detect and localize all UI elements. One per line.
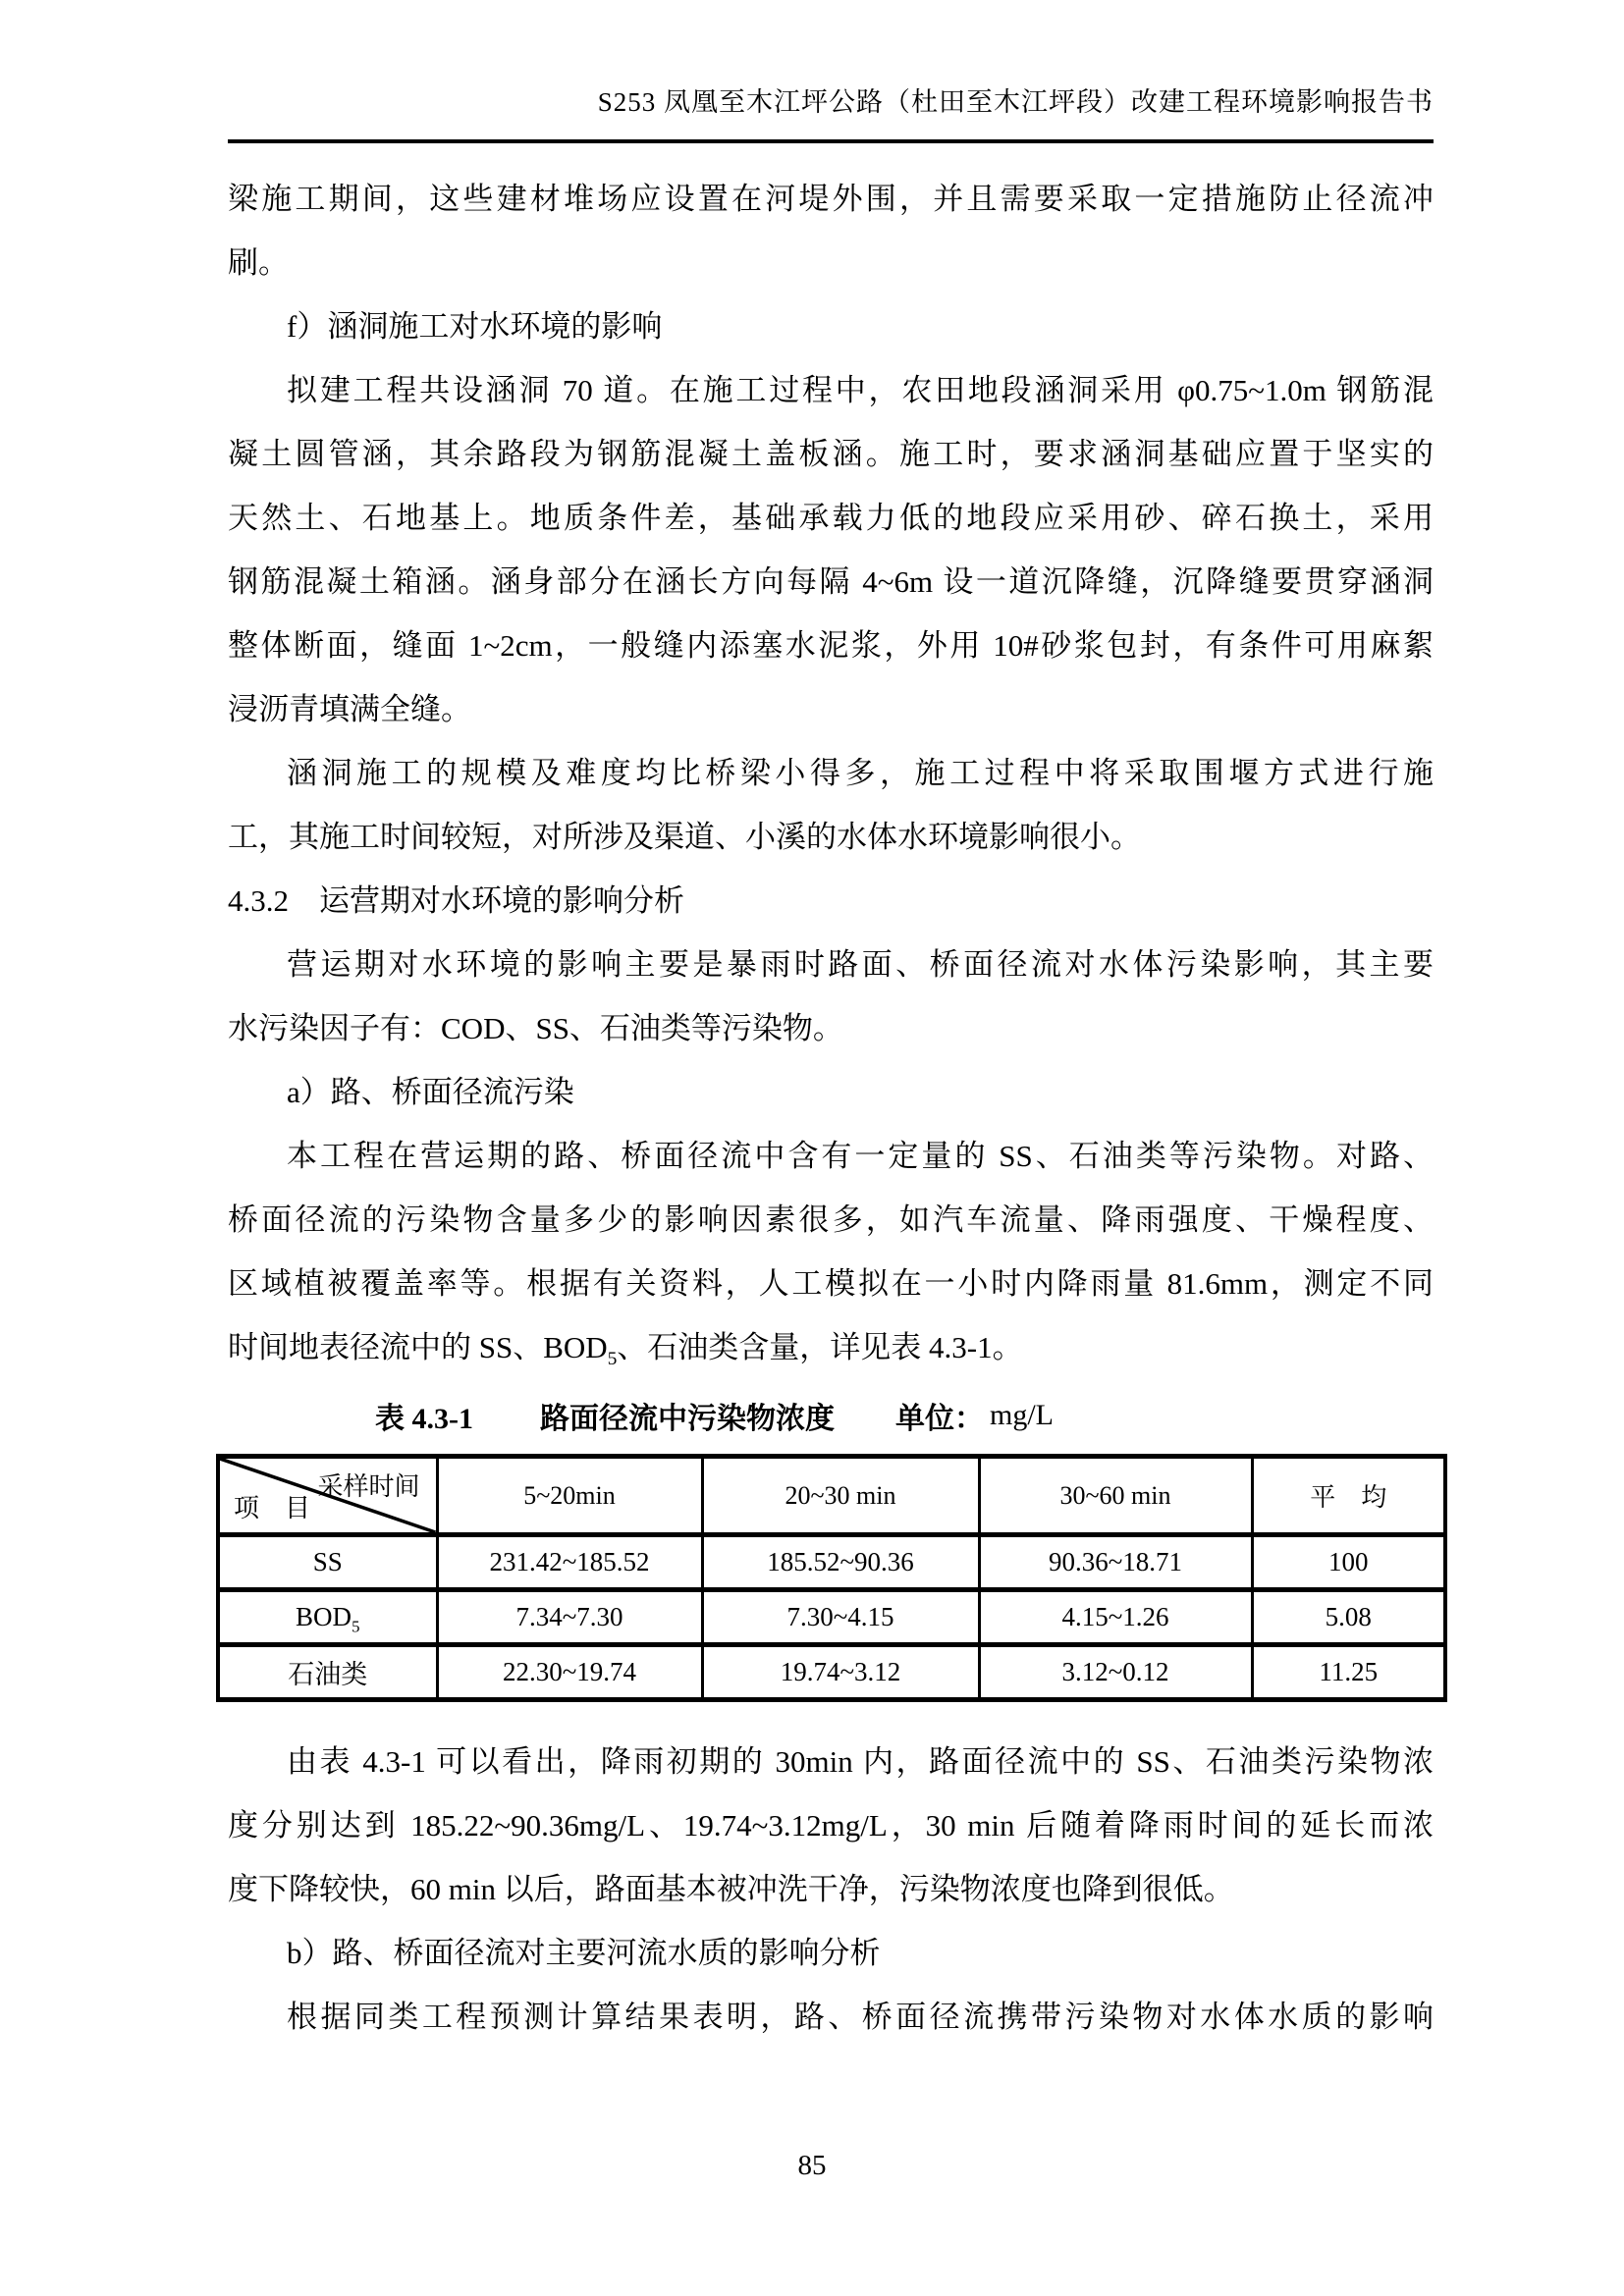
body-line: 刷。	[228, 245, 289, 280]
table-row	[218, 1590, 1445, 1645]
header-rule	[228, 139, 1434, 143]
page-number: 85	[797, 2150, 827, 2181]
table-corner-cell	[218, 1457, 437, 1535]
table-cell: 3.12~0.12	[979, 1645, 1252, 1700]
table-row	[218, 1645, 1445, 1700]
body-line: 整体断面，缝面 1~2cm，一般缝内添塞水泥浆，外用 10#砂浆包封，有条件可用麻絮	[228, 628, 1434, 663]
bod5-subscript: 5	[607, 1349, 618, 1370]
column-header: 平 均	[1252, 1457, 1445, 1535]
body-line: 梁施工期间，这些建材堆场应设置在河堤外围，并且需要采取一定措施防止径流冲	[228, 182, 1434, 216]
body-line: 浸沥青填满全缝。	[228, 692, 471, 726]
body-line: 本工程在营运期的路、桥面径流中含有一定量的 SS、石油类等污染物。对路、	[287, 1139, 1434, 1173]
body-line: 钢筋混凝土箱涵。涵身部分在涵长方向每隔 4~6m 设一道沉降缝，沉降缝要贯穿涵洞	[228, 564, 1434, 599]
table-caption-label: 表 4.3-1	[375, 1403, 473, 1435]
row-label-text: BOD	[296, 1602, 352, 1631]
column-header: 30~60 min	[979, 1457, 1252, 1535]
table-cell: 7.34~7.30	[437, 1590, 702, 1645]
table-cell: 7.30~4.15	[702, 1590, 979, 1645]
row-label-bod5	[218, 1590, 437, 1645]
body-line: 天然土、石地基上。地质条件差，基础承载力低的地段应采用砂、碎石换土，采用	[228, 501, 1434, 535]
row-label-ss: SS	[218, 1535, 437, 1590]
heading-4-3-2: 4.3.2 运营期对水环境的影响分析	[228, 883, 684, 918]
document-body	[228, 167, 1434, 2049]
body-line: 涵洞施工的规模及难度均比桥梁小得多，施工过程中将采取围堰方式进行施	[287, 756, 1434, 790]
table-caption-unit-value: mg/L	[990, 1399, 1054, 1431]
table-cell: 19.74~3.12	[702, 1645, 979, 1700]
body-line: 凝土圆管涵，其余路段为钢筋混凝土盖板涵。施工时，要求涵洞基础应置于坚实的	[228, 437, 1434, 471]
bod5-subscript: 5	[352, 1617, 360, 1636]
table-row	[218, 1535, 1445, 1590]
row-label-petroleum: 石油类	[218, 1645, 437, 1700]
table-header-row	[218, 1457, 1445, 1535]
body-line	[228, 1315, 1434, 1379]
column-header: 20~30 min	[702, 1457, 979, 1535]
body-line-text: 、石油类含量，详见表 4.3-1。	[617, 1330, 1023, 1364]
body-line: 度下降较快，60 min 以后，路面基本被冲洗干净，污染物浓度也降到很低。	[228, 1872, 1234, 1906]
body-line: 度分别达到 185.22~90.36mg/L、19.74~3.12mg/L，30 min 后随着降雨时间的延长而浓	[228, 1808, 1434, 1842]
table-cell: 185.52~90.36	[702, 1535, 979, 1590]
table-caption	[375, 1391, 1434, 1440]
table-caption-unit-label: 单位：	[895, 1403, 984, 1435]
body-line: 由表 4.3-1 可以看出，降雨初期的 30min 内，路面径流中的 SS、石油类污染物浓	[287, 1744, 1434, 1779]
table-cell: 231.42~185.52	[437, 1535, 702, 1590]
body-line: 拟建工程共设涵洞 70 道。在施工过程中，农田地段涵洞采用 φ0.75~1.0m 钢筋混	[287, 373, 1434, 407]
table-cell: 90.36~18.71	[979, 1535, 1252, 1590]
table-cell: 5.08	[1252, 1590, 1445, 1645]
body-line: 营运期对水环境的影响主要是暴雨时路面、桥面径流对水体污染影响，其主要	[287, 947, 1434, 982]
pollutant-concentration-table	[216, 1454, 1447, 1702]
table-caption-title: 路面径流中污染物浓度	[540, 1403, 835, 1435]
table-cell: 22.30~19.74	[437, 1645, 702, 1700]
corner-label-item: 项 目	[234, 1494, 311, 1522]
body-line: 工，其施工时间较短，对所涉及渠道、小溪的水体水环境影响很小。	[228, 820, 1141, 854]
table-cell: 100	[1252, 1535, 1445, 1590]
heading-a-runoff-pollution: a）路、桥面径流污染	[287, 1075, 574, 1109]
body-line: 区域植被覆盖率等。根据有关资料，人工模拟在一小时内降雨量 81.6mm，测定不同	[228, 1266, 1434, 1301]
corner-label-sampling-time: 采样时间	[317, 1472, 420, 1501]
body-line-text: 时间地表径流中的 SS、BOD	[228, 1330, 608, 1364]
body-line: 水污染因子有：COD、SS、石油类等污染物。	[228, 1011, 843, 1045]
column-header: 5~20min	[437, 1457, 702, 1535]
heading-b-river-impact: b）路、桥面径流对主要河流水质的影响分析	[287, 1936, 881, 1970]
body-line: 根据同类工程预测计算结果表明，路、桥面径流携带污染物对水体水质的影响	[287, 2000, 1434, 2034]
running-header-title: S253 凤凰至木江坪公路（杜田至木江坪段）改建工程环境影响报告书	[597, 87, 1434, 117]
table-cell: 11.25	[1252, 1645, 1445, 1700]
body-line: 桥面径流的污染物含量多少的影响因素很多，如汽车流量、降雨强度、干燥程度、	[228, 1202, 1434, 1237]
table-cell: 4.15~1.26	[979, 1590, 1252, 1645]
heading-f-culvert-impact: f）涵洞施工对水环境的影响	[287, 309, 663, 344]
